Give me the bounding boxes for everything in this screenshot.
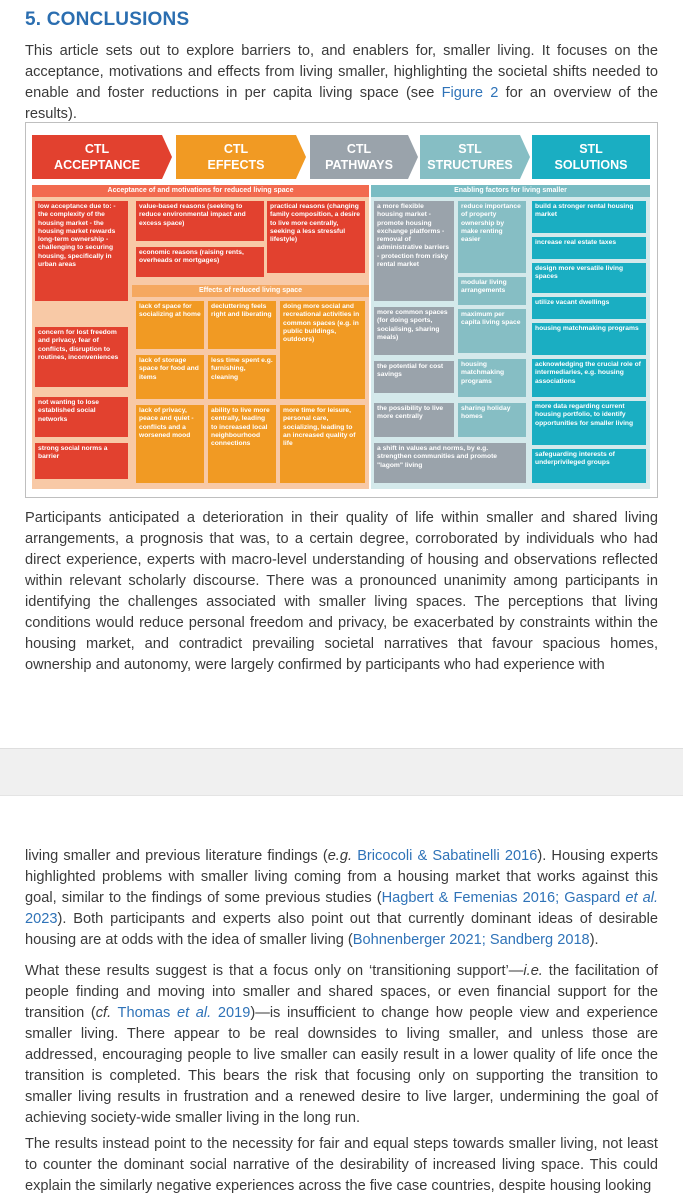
structure-box: the possibility to live more centrally bbox=[374, 403, 454, 437]
effect-box: decluttering feels right and liberating bbox=[208, 301, 276, 349]
header-arrow bbox=[162, 135, 172, 179]
header-stl-solutions: STL SOLUTIONS bbox=[532, 135, 650, 179]
header-ctl-effects: CTL EFFECTS bbox=[176, 135, 296, 179]
citation-link[interactable]: Bricocoli & Sabatinelli 2016 bbox=[352, 848, 538, 864]
paragraph-4: The results instead point to the necessity for fair and equal steps towards smaller living, not least to counter the dominant social narrative of the desirability of increased living space. This could explain the similarly negative experiences across the five case countries, despite housing looking bbox=[25, 1136, 658, 1194]
citation-link[interactable]: 2019 bbox=[211, 1005, 251, 1021]
solution-box: more data regarding current housing portfolio, to identify opportunities for smaller living bbox=[532, 401, 646, 445]
intro-text-end: for an overview of the results). bbox=[25, 85, 658, 122]
band-acceptance: Acceptance of and motivations for reduced living space bbox=[32, 185, 369, 197]
acceptance-box: low acceptance due to: - the complexity of the housing market - the housing market rewards long-term ownership - challenging to securing housing, specifically in urban areas bbox=[35, 201, 128, 301]
effect-box: less time spent e.g. furnishing, cleaning bbox=[208, 355, 276, 399]
motivation-box: practical reasons (changing family composition, a desire to live more centrally, seeking a less stressful lifestyle) bbox=[267, 201, 365, 273]
structure-box: sharing holiday homes bbox=[458, 403, 526, 437]
solution-box: safeguarding interests of underprivileged groups bbox=[532, 449, 646, 483]
intro-text: This article sets out to explore barriers to, and enablers for, smaller living. It focuses on the acceptance, motivations and effects from living smaller, highlighting the societal shifts needed to enable and foster reductions in per capita living space (see bbox=[25, 43, 658, 101]
acceptance-box: not wanting to lose established social networks bbox=[35, 397, 128, 437]
paragraph-3: What these results suggest is that a focus only on ‘transitioning support’—i.e. the facilitation of people finding and moving into smaller and shared spaces, or even financial support for the transition (cf. Thomas et al. 2019)—is insufficient to change how people view and experience smaller living. There appear to be real downsides to living smaller, and unless those are addressed, encouraging people to live smaller can easily result in a lower quality of life once the transition is completed. This bears the risk that focusing only on supporting the transition to smaller living results in frustration and a renewed desire to live larger, undermining the goal of achieving society-wide smaller living in the long run. bbox=[25, 963, 658, 1126]
effect-box: doing more social and recreational activities in common spaces (e.g. in public buildings, outdoors) bbox=[280, 301, 365, 399]
header-arrow bbox=[408, 135, 418, 179]
header-ctl-pathways: CTL PATHWAYS bbox=[310, 135, 408, 179]
structure-box: reduce importance of property ownership by make renting easier bbox=[458, 201, 526, 273]
structure-box: housing matchmaking programs bbox=[458, 359, 526, 397]
citation-link[interactable]: et al. bbox=[176, 1005, 212, 1021]
header-ctl-acceptance: CTL ACCEPTANCE bbox=[32, 135, 162, 179]
page-break bbox=[0, 748, 683, 796]
acceptance-box: concern for lost freedom and privacy, fear of conflicts, disruption to routines, inconveniences bbox=[35, 327, 128, 387]
solution-box: build a stronger rental housing market bbox=[532, 201, 646, 233]
band-enabling: Enabling factors for living smaller bbox=[371, 185, 650, 197]
header-arrow bbox=[520, 135, 530, 179]
acceptance-box: strong social norms a barrier bbox=[35, 443, 128, 479]
motivation-box: economic reasons (raising rents, overheads or mortgages) bbox=[136, 247, 264, 277]
effect-box: lack of privacy, peace and quiet - conflicts and a worsened mood bbox=[136, 405, 204, 483]
effect-box: ability to live more centrally, leading to increased local neighbourhood connections bbox=[208, 405, 276, 483]
paragraph-1: Participants anticipated a deterioration in their quality of life within smaller and shared living arrangements, a prognosis that was, to a certain degree, corroborated by individuals who had direct experience, experts with macro-level understanding of housing and observations reflected within relevant scholarly discourse. There was a pronounced unanimity among participants in identifying the challenges associated with smaller living spaces. The perceptions that living conditions would reduce personal freedom and privacy, be exacerbated by constraints within the housing market, and contradict prevailing societal narratives that favour spacious homes, ownership and autonomy, were largely confirmed by participants who had experience with bbox=[25, 510, 658, 673]
solution-box: acknowledging the crucial role of intermediaries, e.g. housing associations bbox=[532, 359, 646, 397]
solution-box: housing matchmaking programs bbox=[532, 323, 646, 355]
effect-box: lack of storage space for food and items bbox=[136, 355, 204, 399]
citation-link[interactable]: et al. bbox=[625, 890, 659, 906]
citation-link[interactable]: 2023 bbox=[25, 911, 58, 927]
section-title: 5. CONCLUSIONS bbox=[25, 9, 190, 30]
figure-diagram bbox=[32, 135, 650, 489]
figure-2 bbox=[25, 122, 658, 498]
structure-box: a shift in values and norms, by e.g. strengthen communities and promote "lagom" living bbox=[374, 443, 526, 483]
solution-box: utilize vacant dwellings bbox=[532, 297, 646, 319]
motivation-box: value-based reasons (seeking to reduce environmental impact and excess space) bbox=[136, 201, 264, 241]
solution-box: increase real estate taxes bbox=[532, 237, 646, 259]
header-arrow bbox=[296, 135, 306, 179]
effect-box: lack of space for socializing at home bbox=[136, 301, 204, 349]
band-effects: Effects of reduced living space bbox=[132, 285, 369, 297]
citation-link[interactable]: Hagbert & Femenias 2016; Gaspard bbox=[381, 890, 626, 906]
effect-box: more time for leisure, personal care, socializing, leading to an increased quality of life bbox=[280, 405, 365, 483]
paragraph-2: living smaller and previous literature findings (e.g. Bricocoli & Sabatinelli 2016). Housing experts highlighted problems with smaller living coming from a housing market that works against this goal, similar to the findings of some previous studies (Hagbert & Femenias 2016; Gaspard et al. 2023). Both participants and experts also point out that currently dominant ideas of desirable housing are at odds with the idea of smaller living (Bohnenberger 2021; Sandberg 2018). bbox=[25, 848, 659, 948]
header-stl-structures: STL STRUCTURES bbox=[420, 135, 520, 179]
citation-link[interactable]: Bohnenberger 2021; Sandberg 2018 bbox=[352, 932, 590, 948]
structure-box: a more flexible housing market - promote housing exchange platforms - removal of administrative barriers - protection from risky rental market bbox=[374, 201, 454, 301]
structure-box: the potential for cost savings bbox=[374, 361, 454, 393]
structure-box: modular living arrangements bbox=[458, 277, 526, 305]
figure-2-link[interactable]: Figure 2 bbox=[441, 85, 499, 101]
intro-paragraph bbox=[25, 41, 658, 125]
solution-box: design more versatile living spaces bbox=[532, 263, 646, 293]
structure-box: more common spaces (for doing sports, socialising, sharing meals) bbox=[374, 307, 454, 355]
structure-box: maximum per capita living space bbox=[458, 309, 526, 353]
citation-link[interactable]: Thomas bbox=[111, 1005, 177, 1021]
